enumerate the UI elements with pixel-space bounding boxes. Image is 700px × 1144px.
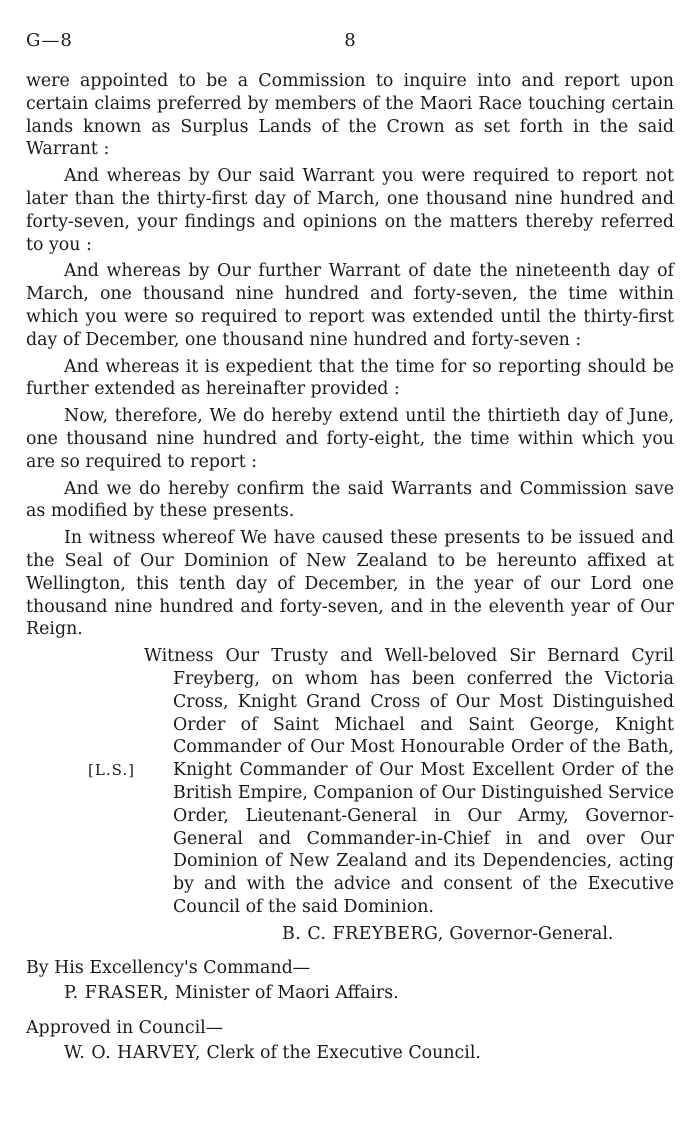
page-number: 8 <box>344 30 356 51</box>
governor-name: B. C. FREYBERG, <box>282 923 444 944</box>
paragraph-in-witness: In witness whereof We have caused these presents to be issued and the Seal of Our Dominion of New Zealand to be hereunto affixed at Wellington, this tenth day of December, in the year of our Lord one thousand nine hundred and forty-seven, and in the eleventh year of Our Reign. <box>26 528 674 640</box>
document-body <box>26 70 674 1065</box>
minister-signature <box>26 982 674 1005</box>
paragraph-further-warrant: And whereas by Our further Warrant of date the nineteenth day of March, one thousand nine hundred and forty-seven, the time within which you were so required to report was extended until the thirty-first day of December, one thousand nine hundred and forty-seven : <box>26 261 674 350</box>
clerk-title: Clerk of the Executive Council. <box>206 1042 481 1063</box>
governor-signature <box>26 923 674 946</box>
document-reference: G—8 <box>26 30 73 51</box>
minister-name: P. FRASER, <box>64 983 170 1004</box>
witness-block <box>26 645 674 919</box>
seal-mark: [L.S.] <box>88 761 135 780</box>
approval-heading: Approved in Council— <box>26 1018 224 1039</box>
minister-title: Minister of Maori Affairs. <box>174 983 399 1004</box>
paragraph-extension: Now, therefore, We do hereby extend until the thirtieth day of June, one thousand nine hundred and forty-eight, the time within which you are so required to report : <box>26 406 674 472</box>
paragraph-commission: were appointed to be a Commission to inquire into and report upon certain claims preferred by members of the Maori Race touching certain lands known as Surplus Lands of the Crown as set forth in the said Warrant : <box>26 71 674 160</box>
witness-clause: Witness Our Trusty and Well-beloved Sir Bernard Cyril Freyberg, on whom has been conferred the Victoria Cross, Knight Grand Cross of Our Most Distinguished Order of Saint Michael and Saint George, Knight Commander of Our Most Honourable Order of the Bath, Knight Commander of Our Most Excellent Order of the British Empire, Companion of Our Distinguished Service Order, Lieutenant-General in Our Army, Governor-General and Commander-in-Chief in and over Our Dominion of New Zealand and its Dependencies, acting by and with the advice and consent of the Executive Council of the said Dominion. <box>144 646 674 917</box>
page-header <box>26 30 674 54</box>
command-heading: By His Excellency's Command— <box>26 958 311 979</box>
clerk-signature <box>26 1042 674 1065</box>
governor-title: Governor-General. <box>449 923 614 944</box>
clerk-name: W. O. HARVEY, <box>64 1042 201 1063</box>
paragraph-expedient: And whereas it is expedient that the time for so reporting should be further extended as hereinafter provided : <box>26 356 674 400</box>
paragraph-warrant-report: And whereas by Our said Warrant you were required to report not later than the thirty-first day of March, one thousand nine hundred and forty-seven, your findings and opinions on the matters thereby referred to you : <box>26 166 674 255</box>
paragraph-confirmation: And we do hereby confirm the said Warrants and Commission save as modified by these presents. <box>26 478 674 522</box>
